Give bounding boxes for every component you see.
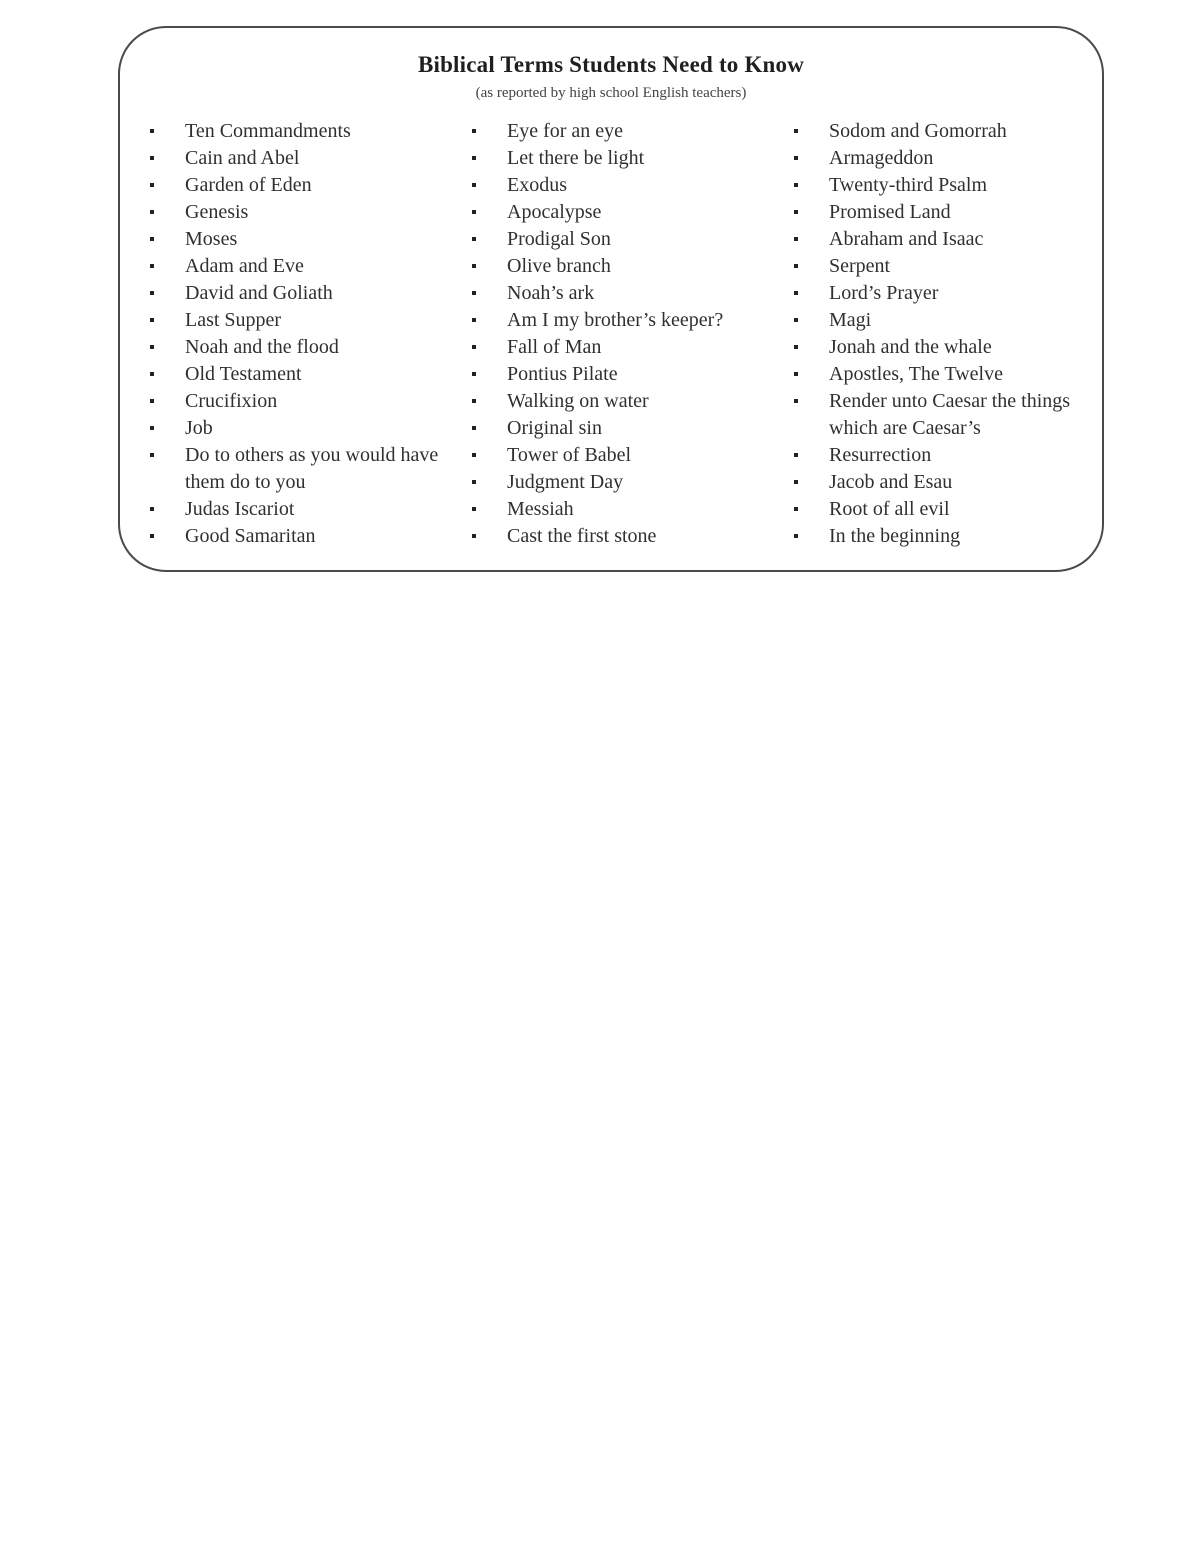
list-item — [145, 253, 445, 280]
list-item — [789, 523, 1089, 550]
list-item — [467, 280, 767, 307]
list-item — [145, 172, 445, 199]
term-text: Genesis — [185, 201, 249, 223]
term-text: Promised Land — [829, 201, 951, 223]
term-text: Am I my brother’s keeper? — [507, 309, 724, 331]
bullet-icon — [794, 237, 798, 241]
bullet-icon — [472, 534, 476, 538]
list-item — [145, 442, 445, 496]
bullet-icon — [150, 426, 154, 430]
list-item — [467, 442, 767, 469]
bullet-icon — [150, 453, 154, 457]
bullet-icon — [472, 399, 476, 403]
term-text: Sodom and Gomorrah — [829, 120, 1007, 142]
terms-column-2 — [467, 118, 767, 550]
term-text: Resurrection — [829, 444, 932, 466]
term-text: Walking on water — [507, 390, 649, 412]
bullet-icon — [150, 210, 154, 214]
list-item — [145, 415, 445, 442]
bullet-icon — [472, 156, 476, 160]
term-text: Noah and the flood — [185, 336, 339, 358]
term-text: Crucifixion — [185, 390, 278, 412]
list-item — [467, 172, 767, 199]
term-text: Garden of Eden — [185, 174, 312, 196]
list-item — [789, 469, 1089, 496]
term-text: Olive branch — [507, 255, 611, 277]
term-text: Pontius Pilate — [507, 363, 618, 385]
list-item — [467, 388, 767, 415]
list-item — [789, 280, 1089, 307]
term-text: Judas Iscariot — [185, 498, 295, 520]
terms-card — [118, 26, 1104, 572]
bullet-icon — [472, 507, 476, 511]
term-text: Judgment Day — [507, 471, 624, 493]
bullet-icon — [472, 372, 476, 376]
bullet-icon — [794, 183, 798, 187]
list-item — [145, 496, 445, 523]
term-text: Prodigal Son — [507, 228, 611, 250]
term-text: Cain and Abel — [185, 147, 300, 169]
bullet-icon — [150, 345, 154, 349]
bullet-icon — [150, 129, 154, 133]
term-text: Armageddon — [829, 147, 934, 169]
term-text: Good Samaritan — [185, 525, 316, 547]
bullet-icon — [794, 156, 798, 160]
list-item — [789, 388, 1089, 442]
list-item — [467, 361, 767, 388]
term-text: Eye for an eye — [507, 120, 624, 142]
list-item — [467, 253, 767, 280]
bullet-icon — [794, 264, 798, 268]
term-text: Serpent — [829, 255, 891, 277]
bullet-icon — [794, 210, 798, 214]
list-item — [467, 145, 767, 172]
list-item — [789, 199, 1089, 226]
list-item — [789, 307, 1089, 334]
list-item — [789, 334, 1089, 361]
list-item — [145, 334, 445, 361]
bullet-icon — [150, 507, 154, 511]
term-text: Let there be light — [507, 147, 645, 169]
term-text: Job — [185, 417, 213, 439]
term-text: Root of all evil — [829, 498, 950, 520]
term-text: Last Supper — [185, 309, 282, 331]
bullet-icon — [472, 291, 476, 295]
bullet-icon — [150, 291, 154, 295]
bullet-icon — [472, 129, 476, 133]
page-subtitle: (as reported by high school English teachers) — [475, 85, 747, 101]
term-text: Moses — [185, 228, 238, 250]
list-item — [467, 334, 767, 361]
list-item — [145, 523, 445, 550]
term-text: Cast the first stone — [507, 525, 657, 547]
terms-column-1 — [145, 118, 445, 550]
term-text: Adam and Eve — [185, 255, 304, 277]
bullet-icon — [794, 480, 798, 484]
term-text: Do to others as you would have them do to you — [185, 444, 439, 493]
term-text: Abraham and Isaac — [829, 228, 984, 250]
list-item — [467, 307, 767, 334]
list-item — [789, 361, 1089, 388]
list-item — [789, 145, 1089, 172]
term-text: Jonah and the whale — [829, 336, 992, 358]
term-text: Tower of Babel — [507, 444, 632, 466]
bullet-icon — [150, 534, 154, 538]
bullet-icon — [150, 318, 154, 322]
bullet-icon — [794, 129, 798, 133]
list-item — [789, 226, 1089, 253]
bullet-icon — [472, 264, 476, 268]
bullet-icon — [472, 318, 476, 322]
bullet-icon — [150, 156, 154, 160]
term-text: Jacob and Esau — [829, 471, 953, 493]
list-item — [789, 172, 1089, 199]
bullet-icon — [472, 183, 476, 187]
page-title: Biblical Terms Students Need to Know — [417, 52, 805, 77]
list-item — [467, 523, 767, 550]
list-item — [467, 496, 767, 523]
list-item — [789, 118, 1089, 145]
bullet-icon — [150, 237, 154, 241]
term-text: David and Goliath — [185, 282, 333, 304]
list-item — [145, 199, 445, 226]
bullet-icon — [472, 453, 476, 457]
bullet-icon — [794, 534, 798, 538]
term-text: Noah’s ark — [507, 282, 595, 304]
list-item — [145, 307, 445, 334]
list-item — [467, 199, 767, 226]
term-text: Ten Commandments — [185, 120, 351, 142]
term-text: Exodus — [507, 174, 567, 196]
bullet-icon — [794, 399, 798, 403]
list-item — [145, 388, 445, 415]
bullet-icon — [794, 507, 798, 511]
term-text: In the beginning — [829, 525, 961, 547]
bullet-icon — [472, 480, 476, 484]
list-item — [467, 415, 767, 442]
bullet-icon — [794, 372, 798, 376]
list-item — [145, 118, 445, 145]
term-text: Apostles, The Twelve — [829, 363, 1003, 385]
list-item — [789, 496, 1089, 523]
term-text: Messiah — [507, 498, 574, 520]
bullet-icon — [472, 237, 476, 241]
list-item — [467, 226, 767, 253]
list-item — [467, 469, 767, 496]
bullet-icon — [472, 210, 476, 214]
bullet-icon — [794, 453, 798, 457]
bullet-icon — [794, 318, 798, 322]
bullet-icon — [794, 345, 798, 349]
term-text: Original sin — [507, 417, 602, 439]
list-item — [145, 280, 445, 307]
terms-column-3 — [789, 118, 1089, 550]
list-item — [789, 442, 1089, 469]
list-item — [467, 118, 767, 145]
term-text: Twenty-third Psalm — [829, 174, 988, 196]
term-text: Apocalypse — [507, 201, 602, 223]
list-item — [145, 226, 445, 253]
bullet-icon — [472, 426, 476, 430]
list-item — [145, 145, 445, 172]
term-text: Magi — [829, 309, 872, 331]
term-text: Render unto Caesar the things which are Caesar’s — [829, 390, 1071, 439]
bullet-icon — [150, 183, 154, 187]
bullet-icon — [150, 372, 154, 376]
bullet-icon — [794, 291, 798, 295]
bullet-icon — [150, 399, 154, 403]
term-text: Old Testament — [185, 363, 302, 385]
term-text: Fall of Man — [507, 336, 602, 358]
list-item — [789, 253, 1089, 280]
bullet-icon — [472, 345, 476, 349]
bullet-icon — [150, 264, 154, 268]
list-item — [145, 361, 445, 388]
term-text: Lord’s Prayer — [829, 282, 939, 304]
